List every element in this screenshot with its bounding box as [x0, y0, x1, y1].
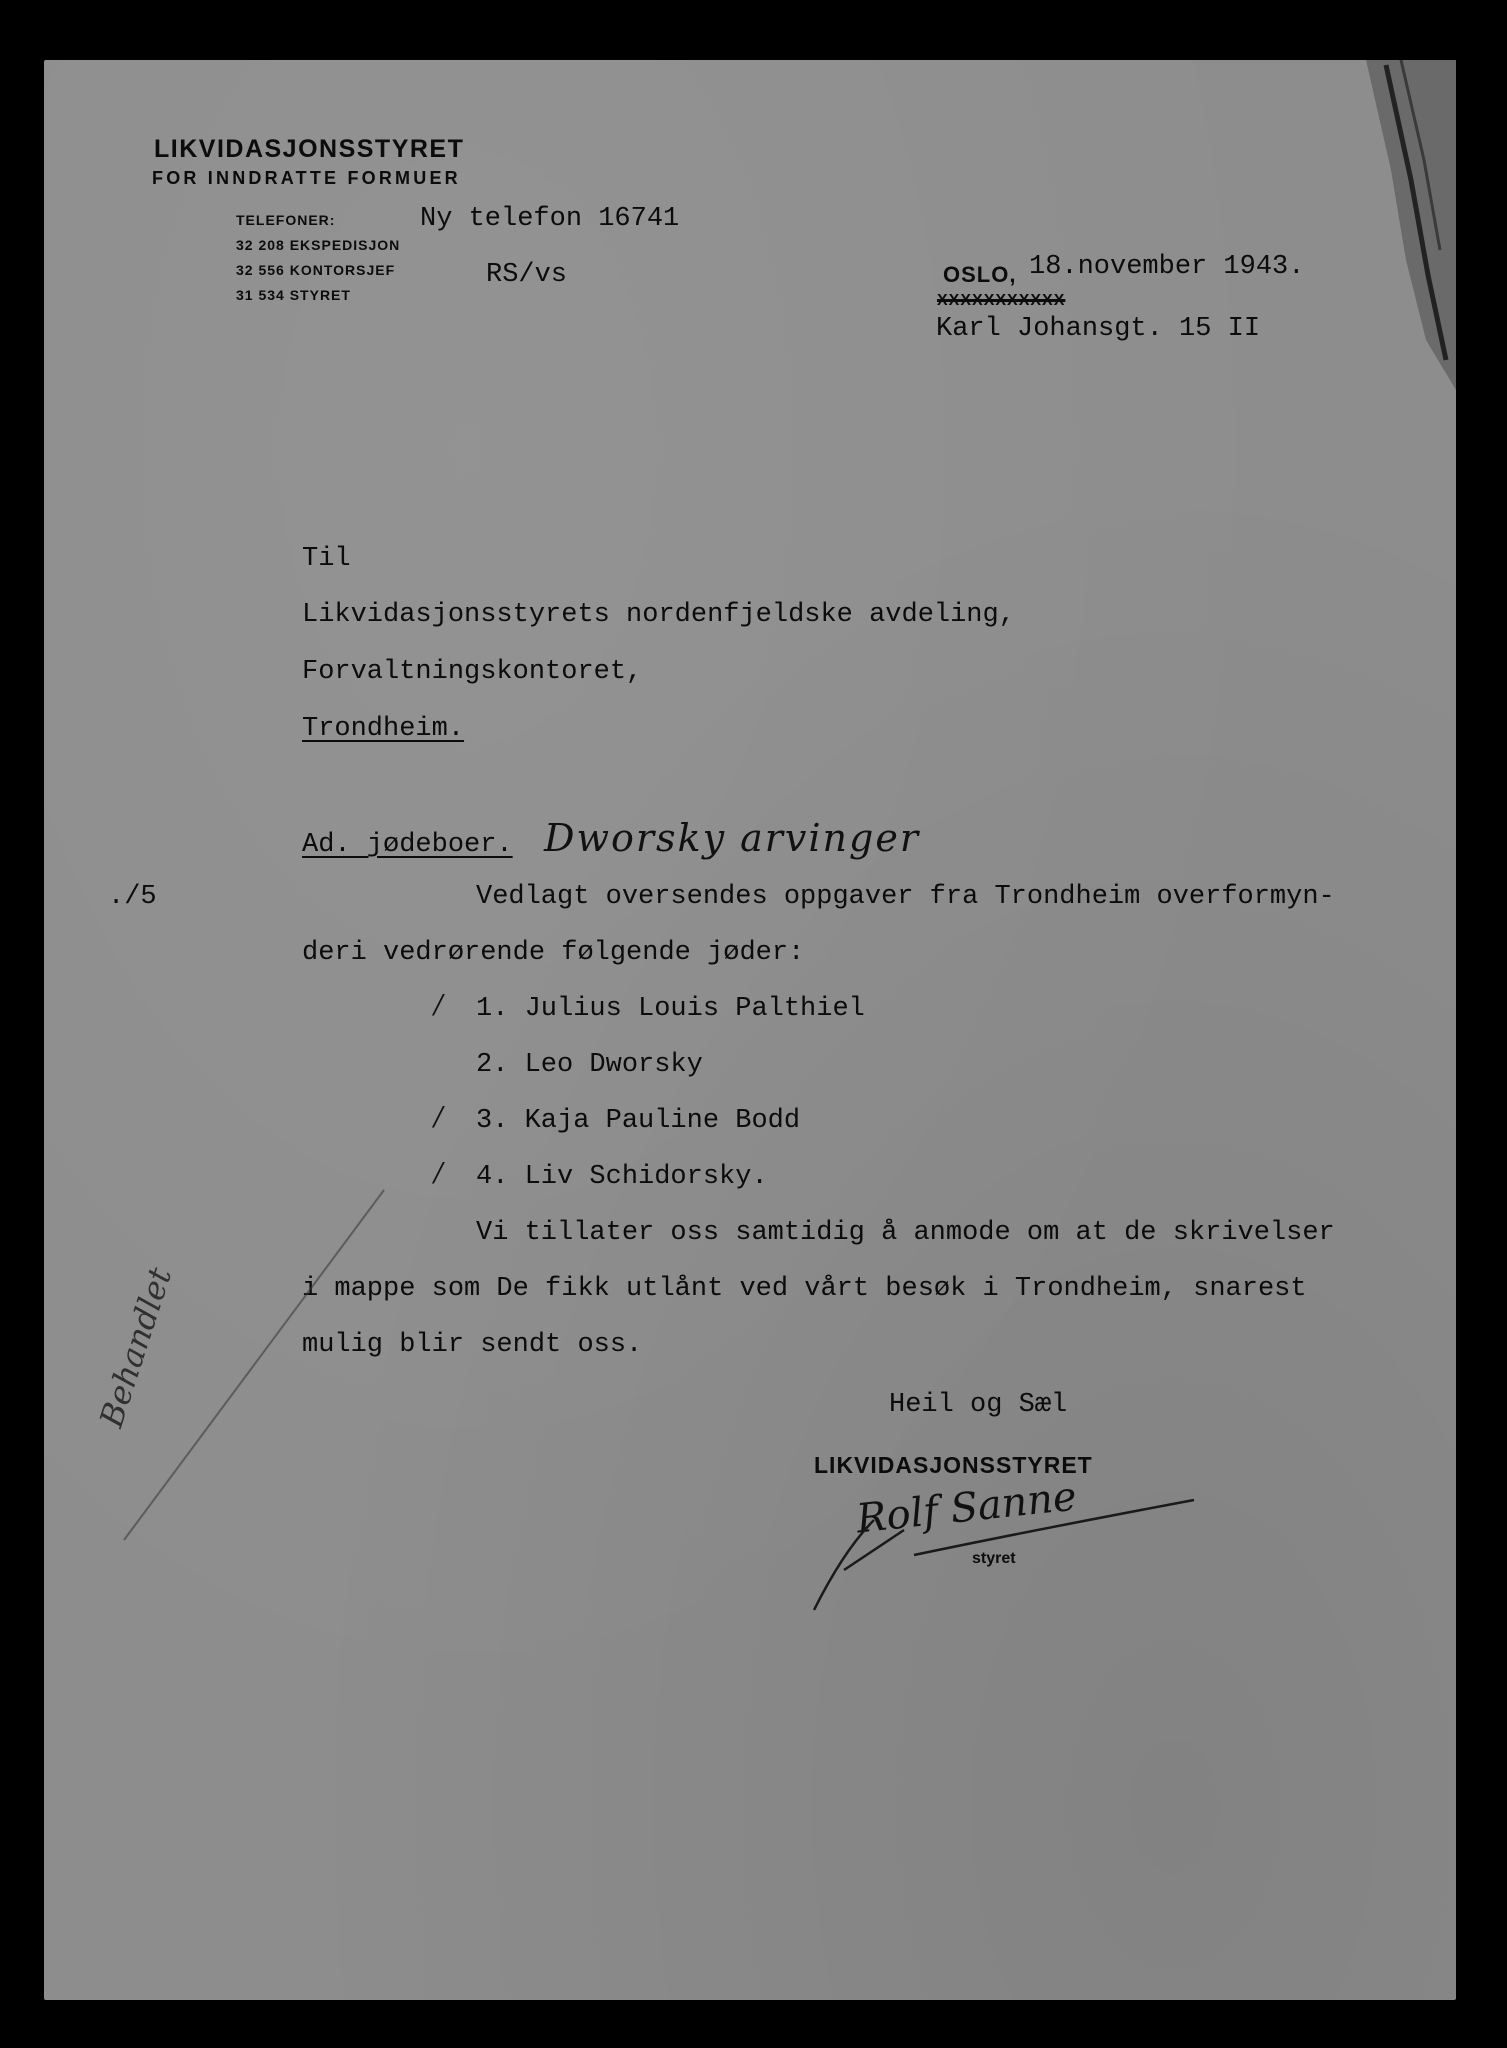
recipient-to: Til [302, 544, 351, 574]
side-annotation: Behandlet [92, 1262, 180, 1432]
paragraph-2-line-3: mulig blir sendt oss. [302, 1330, 643, 1360]
signature-stamp-role: styret [972, 1550, 1016, 1567]
recipient-line-1: Likvidasjonsstyrets nordenfjeldske avdeling, [302, 600, 1015, 630]
reference-initials: RS/vs [486, 260, 568, 290]
letterhead-subtitle: FOR INNDRATTE FORMUER [152, 168, 461, 188]
paragraph-2-line-1: Vi tillater oss samtidig å anmode om at de skrivelser [476, 1218, 1335, 1248]
paragraph-2-line-2: i mappe som De fikk utlånt ved vårt besøk i Trondheim, snarest [302, 1274, 1307, 1304]
check-mark: / [434, 1102, 443, 1132]
check-mark: / [434, 990, 443, 1020]
letter-date: 18.november 1943. [1029, 252, 1305, 282]
handwritten-signature: Rolf Sanne [854, 1473, 1079, 1543]
phone-line-2: 32 556 KONTORSJEF [236, 262, 396, 278]
list-item: 4. Liv Schidorsky. [476, 1162, 768, 1192]
torn-corner [1366, 60, 1456, 390]
subject-handwritten: Dworsky arvinger [544, 816, 921, 860]
list-item: 1. Julius Louis Palthiel [476, 994, 865, 1024]
signature-stamp-title: LIKVIDASJONSSTYRET [814, 1452, 1093, 1478]
recipient-city: Trondheim. [302, 714, 465, 744]
city-label: OSLO, [943, 262, 1017, 287]
phone-line-3: 31 534 STYRET [236, 287, 351, 303]
paragraph-1-line-2: deri vedrørende følgende jøder: [302, 938, 805, 968]
new-phone-number: Ny telefon 16741 [420, 204, 680, 234]
subject-typed: Ad. jødeboer. [302, 830, 513, 860]
document-page [44, 60, 1456, 2000]
signature-flourish [774, 1460, 1254, 1620]
paragraph-1-line-1: Vedlagt oversendes oppgaver fra Trondheim overformyn- [476, 882, 1335, 912]
office-address: Karl Johansgt. 15 II [936, 314, 1261, 344]
closing-greeting: Heil og Sæl [889, 1390, 1068, 1420]
check-mark: / [434, 1158, 443, 1188]
list-item: 3. Kaja Pauline Bodd [476, 1106, 801, 1136]
enclosure-count: ./5 [108, 882, 157, 912]
list-item: 2. Leo Dworsky [476, 1050, 703, 1080]
side-diagonal-stroke [104, 1180, 404, 1560]
letterhead-title: LIKVIDASJONSSTYRET [154, 135, 465, 163]
recipient-line-2: Forvaltningskontoret, [302, 657, 643, 687]
phones-label: TELEFONER: [236, 212, 336, 228]
phone-line-1: 32 208 EKSPEDISJON [236, 237, 401, 253]
struck-address: XXXXXXXXXXX [937, 292, 1066, 309]
